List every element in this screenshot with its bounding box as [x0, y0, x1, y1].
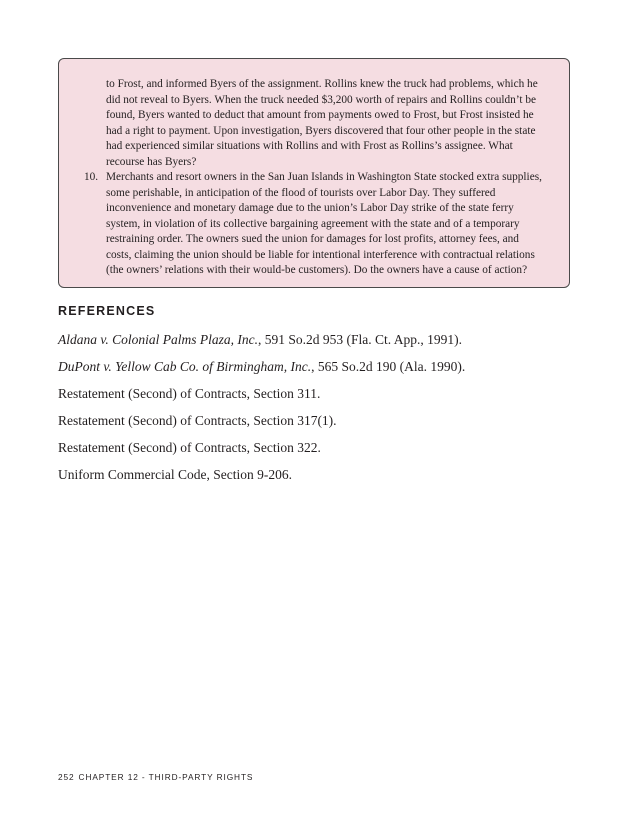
exercise-10-number: 10. — [84, 171, 99, 183]
reference-item — [58, 358, 465, 376]
page-number: 252 — [58, 772, 75, 782]
reference-item: Uniform Commercial Code, Section 9-206. — [58, 467, 292, 482]
page-footer — [58, 772, 253, 782]
exercise-9-continuation: to Frost, and informed Byers of the assignment. Rollins knew the truck had problems, which he did not reveal to Byers. When the truck needed $3,200 worth of repairs and Rollins couldn’t be found, Byers wanted to deduct that amount from payments owed to Frost, but Frost insisted he had a right to payment. Upon investigation, Byers discovered that four other people in the state had experienced similar situations with Rollins and with Frost as Rollins’s assignee. What recourse has Byers? — [106, 78, 538, 168]
reference-item: Restatement (Second) of Contracts, Section 317(1). — [58, 413, 337, 428]
reference-item — [58, 331, 462, 349]
case-citation: , 565 So.2d 190 (Ala. 1990). — [311, 359, 466, 374]
case-name: Aldana v. Colonial Palms Plaza, Inc. — [58, 332, 258, 347]
exercise-10-text: Merchants and resort owners in the San Juan Islands in Washington State stocked extra supplies, some perishable, in anticipation of the flood of tourists over Labor Day. They suffered inconvenience and monetary damage due to the union’s Labor Day strike of the state ferry system, in violation of its collective bargaining agreement with the state and of a temporary restraining order. The owners sued the union for damages for lost profits, attorney fees, and costs, claiming the union should be liable for intentional interference with contractual relations (the owners’ relations with their would-be customers). Do the owners have a cause of action? — [106, 171, 542, 276]
references-heading: REFERENCES — [58, 304, 156, 318]
case-name: DuPont v. Yellow Cab Co. of Birmingham, Inc. — [58, 359, 312, 374]
reference-item: Restatement (Second) of Contracts, Section 311. — [58, 386, 321, 401]
case-citation: , 591 So.2d 953 (Fla. Ct. App., 1991). — [257, 332, 462, 347]
chapter-title: CHAPTER 12 - THIRD-PARTY RIGHTS — [78, 772, 254, 782]
reference-item: Restatement (Second) of Contracts, Section 322. — [58, 440, 321, 455]
